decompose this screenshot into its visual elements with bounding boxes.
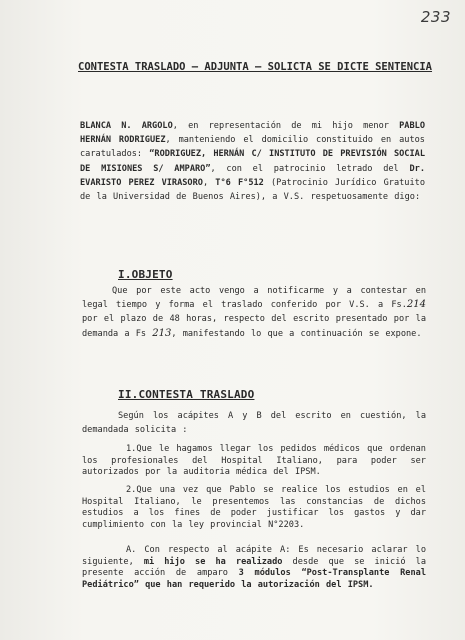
objeto-paragraph: [82, 284, 426, 341]
request-item-2: 2.Que una vez que Pablo se realice los estudios en el Hospital Italiano, le presentemos las constancias de dichos estudios a los fines de poder justificar los gastos y dar cumplimiento con la ley provincial N°2203.: [82, 485, 426, 530]
intro-paragraph: [80, 119, 425, 204]
request-item-1: 1.Que le hagamos llegar los pedidos médicos que ordenan los profesionales del Hospital Italiano, para poder ser autorizados por la auditoria médica del IPSM.: [82, 444, 426, 478]
intro-text-1: , en representación de mi hijo menor: [172, 121, 400, 131]
objeto-text-1: Que por este acto vengo a notificarme y a contestar en legal tiempo y forma el traslado conferido por V.S. a Fs.: [82, 286, 426, 311]
page-number-stamp: 233: [420, 8, 451, 26]
handwritten-folio-2: 213: [152, 327, 172, 339]
lawyer-registration: T°6 F°512: [215, 177, 264, 188]
answer-a-bold-1: mi hijo se ha realizado: [143, 556, 283, 567]
answer-a-paragraph: [82, 545, 426, 591]
section-objeto-title: I.OBJETO: [118, 268, 173, 281]
objeto-text-2: por el plazo de 48 horas, respecto del escrito presentado por la demanda a Fs: [82, 314, 426, 339]
document-heading: CONTESTA TRASLADO – ADJUNTA – SOLICTA SE DICTE SENTENCIA: [78, 61, 433, 73]
lawyer-name: Dr. EVARISTO PEREZ VIRASORO: [80, 163, 425, 188]
petitioner-name: BLANCA N. ARGOLO: [80, 121, 173, 131]
answer-a-bold-2: 3 módulos “Post-Transplante Renal Pediátrico” que han requerido la autorización del IPSM.: [82, 568, 426, 590]
intro-text-3: , con el patrocinio letrado del: [210, 163, 410, 174]
contesta-intro-paragraph: Según los acápites A y B del escrito en cuestión, la demandada solicita :: [82, 411, 426, 436]
objeto-text-3: , manifestando lo que a continuación se expone.: [171, 328, 422, 339]
handwritten-folio-1: 214: [406, 299, 426, 311]
intro-text-2: , manteniendo el domicilio constituido en autos caratulados:: [80, 135, 425, 160]
section-contesta-title: II.CONTESTA TRASLADO: [118, 388, 255, 401]
answer-a-text-1: A. Con respecto al acápite A: Es necesario aclarar lo siguiente,: [82, 545, 426, 567]
intro-text-4: ,: [202, 177, 216, 188]
case-caption: “RODRIGUEZ, HERNÁN C/ INSTITUTO DE PREVISIÓN SOCIAL DE MISIONES S/ AMPARO”: [80, 149, 425, 174]
answer-a-text-2: desde que se inició la presente acción de amparo: [82, 556, 427, 579]
child-name: PABLO HERNÁN RODRIGUEZ: [80, 121, 425, 146]
intro-text-5: (Patrocinio Jurídico Gratuito de la Universidad de Buenos Aires), a V.S. respetuosamente digo:: [80, 177, 425, 203]
